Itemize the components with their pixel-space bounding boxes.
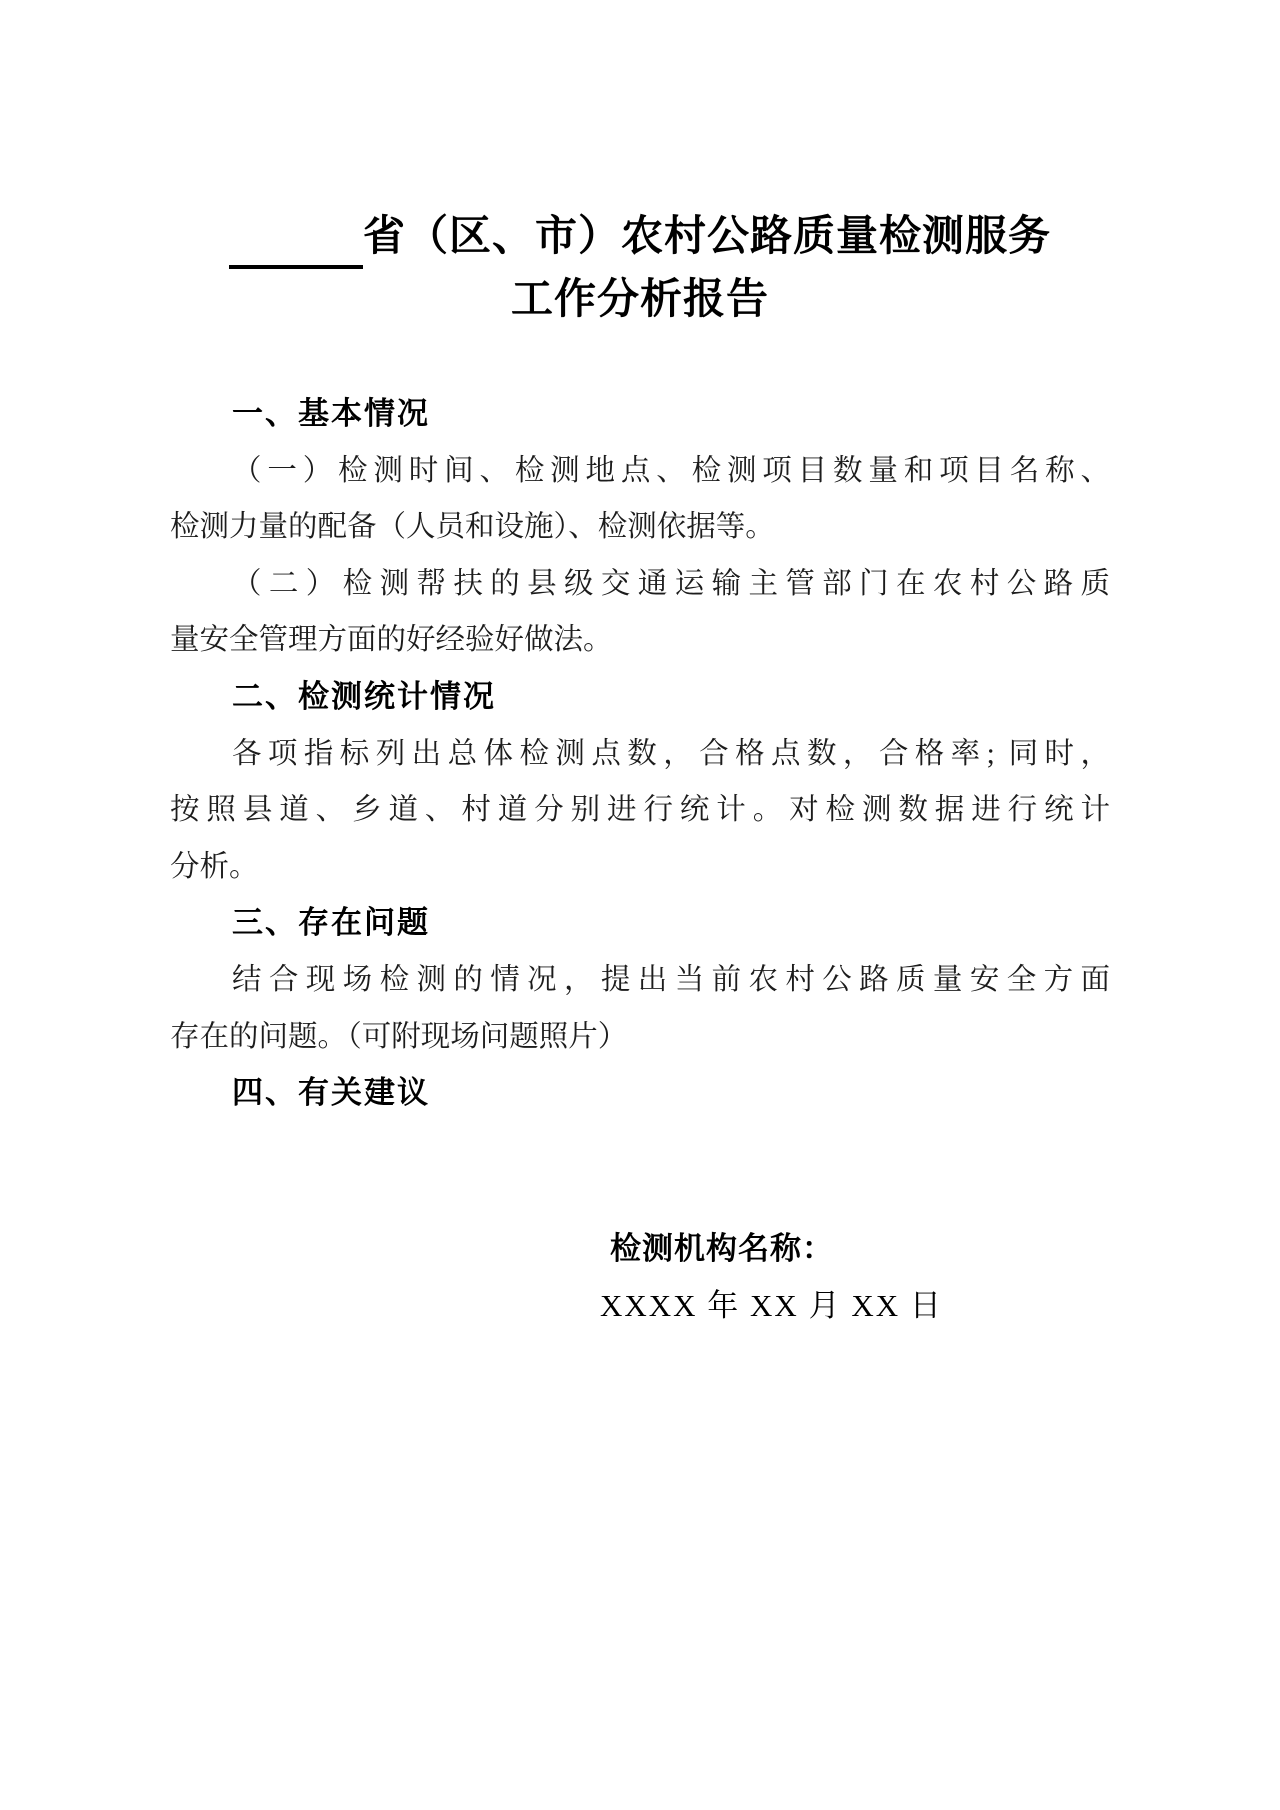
paragraph-4-line-2: 存在的问题。（可附现场问题照片） — [170, 1020, 628, 1053]
section-heading-4: 四、有关建议 — [232, 1075, 430, 1111]
paragraph-1-line-2: 检测力量的配备（人员和设施）、检测依据等。 — [170, 511, 775, 544]
paragraph-2-line-1: （二）检测帮扶的县级交通运输主管部门在农村公路质 — [232, 567, 1110, 600]
date-placeholder: XXXX 年 XX 月 XX 日 — [600, 1287, 943, 1323]
title-line-2-text: 工作分析报告 — [510, 277, 769, 323]
title-line-1-text: 省（区、市）农村公路质量检测服务 — [362, 214, 1051, 260]
org-name-label: 检测机构名称： — [610, 1230, 834, 1266]
signature-block — [170, 1220, 1110, 1334]
title-blank-underline — [229, 223, 363, 269]
document-body — [170, 386, 1110, 1122]
paragraph-4-line-1: 结合现场检测的情况，提出当前农村公路质量安全方面 — [232, 963, 1110, 996]
section-heading-2: 二、检测统计情况 — [232, 678, 496, 714]
paragraph-3-line-2: 按照县道、乡道、村道分别进行统计。对检测数据进行统计 — [170, 794, 1110, 827]
section-heading-3: 三、存在问题 — [232, 905, 430, 941]
paragraph-3-line-1: 各项指标列出总体检测点数，合格点数，合格率; 同时， — [232, 737, 1110, 770]
paragraph-3-line-3: 分析。 — [170, 850, 259, 883]
section-heading-1: 一、基本情况 — [232, 396, 430, 431]
paragraph-2-line-2: 量安全管理方面的好经验好做法。 — [170, 624, 613, 657]
document-title — [170, 0, 1110, 332]
title-line-1 — [170, 206, 1110, 269]
title-line-2 — [170, 269, 1110, 332]
document-content — [170, 0, 1110, 1334]
paragraph-1-line-1: （一）检测时间、检测地点、检测项目数量和项目名称、 — [232, 454, 1110, 487]
